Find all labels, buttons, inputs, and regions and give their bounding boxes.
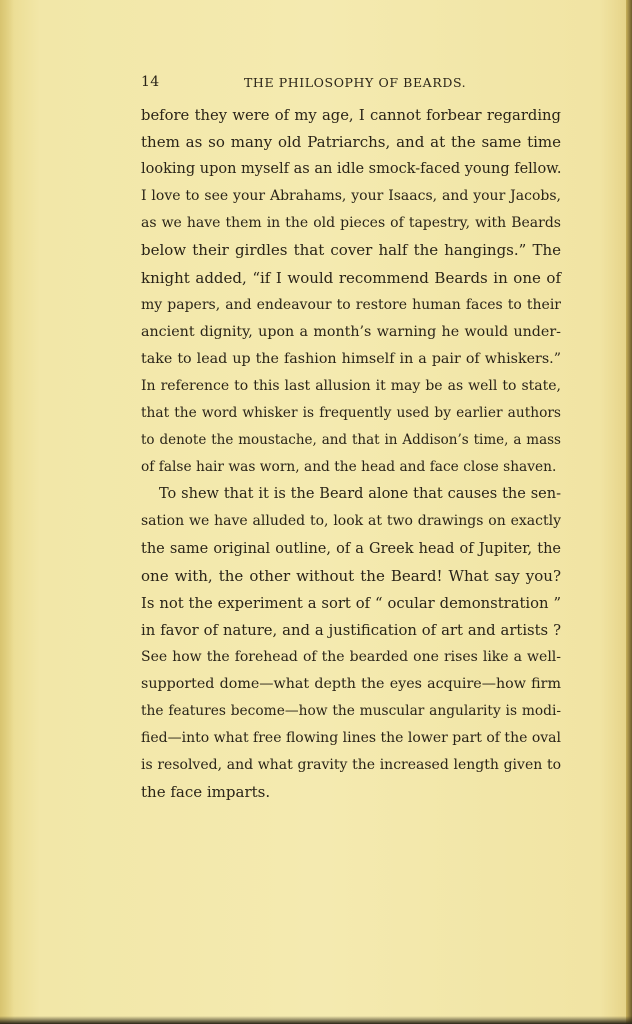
text-line: ancient dignity, upon a month’s warning he would under- bbox=[141, 323, 561, 340]
text-line: To shew that it is the Beard alone that causes the sen- bbox=[159, 486, 561, 503]
page-number: 14 bbox=[141, 74, 160, 90]
text-line: See how the forehead of the bearded one rises like a well- bbox=[141, 648, 561, 665]
text-line: my papers, and endeavour to restore human faces to their bbox=[141, 296, 561, 313]
running-title: THE PHILOSOPHY OF BEARDS. bbox=[244, 75, 467, 90]
text-line: looking upon myself as an idle smock-faced young fellow. bbox=[141, 161, 562, 178]
text-line: the features become—how the muscular angularity is modi- bbox=[141, 703, 561, 720]
page-edge bbox=[626, 0, 632, 1024]
text-line: I love to see your Abrahams, your Isaacs, and your Jacobs, bbox=[141, 188, 561, 205]
text-line: the face imparts. bbox=[141, 783, 271, 802]
text-line: Is not the experiment a sort of “ ocular demonstration ” bbox=[141, 594, 561, 612]
text-line: knight added, “if I would recommend Beards in one of bbox=[141, 268, 561, 287]
text-line: as we have them in the old pieces of tapestry, with Beards bbox=[141, 215, 561, 232]
text-line: one with, the other without the Beard! What say you? bbox=[141, 566, 561, 585]
text-line: in favor of nature, and a justification of art and artists ? bbox=[141, 621, 561, 639]
text-line: the same original outline, of a Greek head of Jupiter, the bbox=[141, 540, 561, 557]
text-line: them as so many old Patriarchs, and at the same time bbox=[141, 133, 561, 152]
text-line: below their girdles that cover half the hangings.” The bbox=[141, 241, 561, 260]
running-head bbox=[141, 74, 561, 94]
text-line: before they were of my age, I cannot forbear regarding bbox=[141, 107, 561, 124]
page-bottom-edge bbox=[0, 1016, 632, 1024]
text-line: of false hair was worn, and the head and face close shaven. bbox=[141, 459, 557, 476]
text-line: is resolved, and what gravity the increased length given to bbox=[141, 757, 561, 774]
body-text bbox=[141, 102, 561, 806]
text-line: In reference to this last allusion it may be as well to state, bbox=[141, 377, 561, 394]
text-line: fied—into what free flowing lines the lower part of the oval bbox=[141, 730, 561, 747]
text-line: take to lead up the fashion himself in a pair of whiskers.” bbox=[141, 350, 561, 367]
text-line: supported dome—what depth the eyes acquire—how firm bbox=[141, 675, 561, 692]
text-line: sation we have alluded to, look at two drawings on exactly bbox=[141, 513, 561, 530]
text-line: to denote the moustache, and that in Addison’s time, a mass bbox=[141, 432, 561, 449]
gutter-shadow bbox=[0, 0, 14, 1024]
text-line: that the word whisker is frequently used by earlier authors bbox=[141, 405, 561, 422]
